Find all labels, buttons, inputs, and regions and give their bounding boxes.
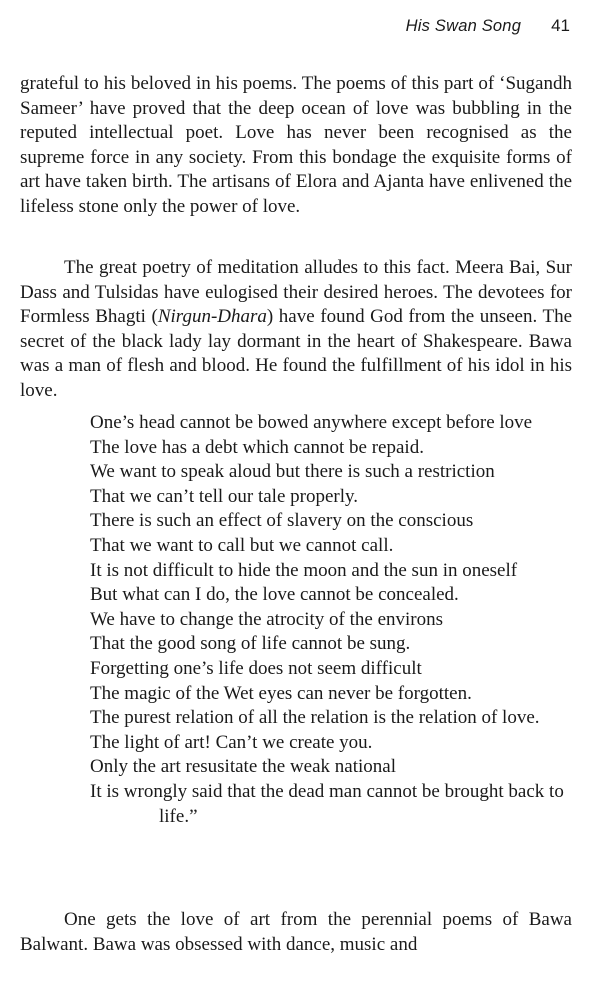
verse-line: It is not difficult to hide the moon and the sun in oneself (90, 559, 518, 581)
verse-line: Forgetting one’s life does not seem difficult (90, 657, 422, 679)
verse-line: But what can I do, the love cannot be concealed. (90, 584, 459, 606)
paragraph-2-text-start: The great poetry of meditation alludes to this fact. Meera Bai, Sur Dass and Tulsidas have eulogised their desired heroes. The devotees for Formless Bhagti ( (20, 257, 572, 328)
running-title: His Swan Song (405, 17, 522, 35)
verse-line: The purest relation of all the relation is the relation of love. (90, 707, 540, 729)
running-head (406, 16, 570, 36)
paragraph-3: One gets the love of art from the perennial poems of Bawa Balwant. Bawa was obsessed with dance, music and (20, 909, 572, 955)
paragraph-2-text-end: ) have found God from the unseen. The secret of the black lady lay dormant in the heart of Shakespeare. Bawa was a man of flesh and blood. He found the fulfillment of his idol in his love. (20, 306, 572, 401)
verse-line: The magic of the Wet eyes can never be forgotten. (90, 682, 472, 704)
paragraph-2-italic-term: Nirgun-Dhara (157, 306, 267, 328)
verse-line: That the good song of life cannot be sung. (90, 633, 411, 655)
page-number: 41 (551, 16, 570, 35)
verse-line: One’s head cannot be bowed anywhere except before love (90, 412, 533, 433)
verse-line: The love has a debt which cannot be repaid. (90, 436, 424, 458)
verse-line: We want to speak aloud but there is such a restriction (90, 461, 495, 483)
paragraph-2 (20, 256, 572, 404)
verse-line: There is such an effect of slavery on the conscious (90, 510, 474, 532)
paragraph-1: grateful to his beloved in his poems. The poems of this part of ‘Sugandh Sameer’ have proved that the deep ocean of love was bubbling in the reputed intellectual poet. Love has never been recognised as the supreme force in any society. From this bondage the exquisite forms of art have taken birth. The artisans of Elora and Ajanta have enlivened the lifeless stone only the power of love. (20, 73, 572, 217)
verse-line: Only the art resusitate the weak national (90, 756, 397, 778)
verse-line: It is wrongly said that the dead man cannot be brought back to life.” (90, 780, 564, 827)
verse-line: That we want to call but we cannot call. (90, 534, 394, 556)
verse-line: That we can’t tell our tale properly. (90, 485, 359, 507)
verse-line: The light of art! Can’t we create you. (90, 731, 373, 753)
verse-line: We have to change the atrocity of the environs (90, 608, 444, 630)
verse-block (90, 411, 580, 829)
